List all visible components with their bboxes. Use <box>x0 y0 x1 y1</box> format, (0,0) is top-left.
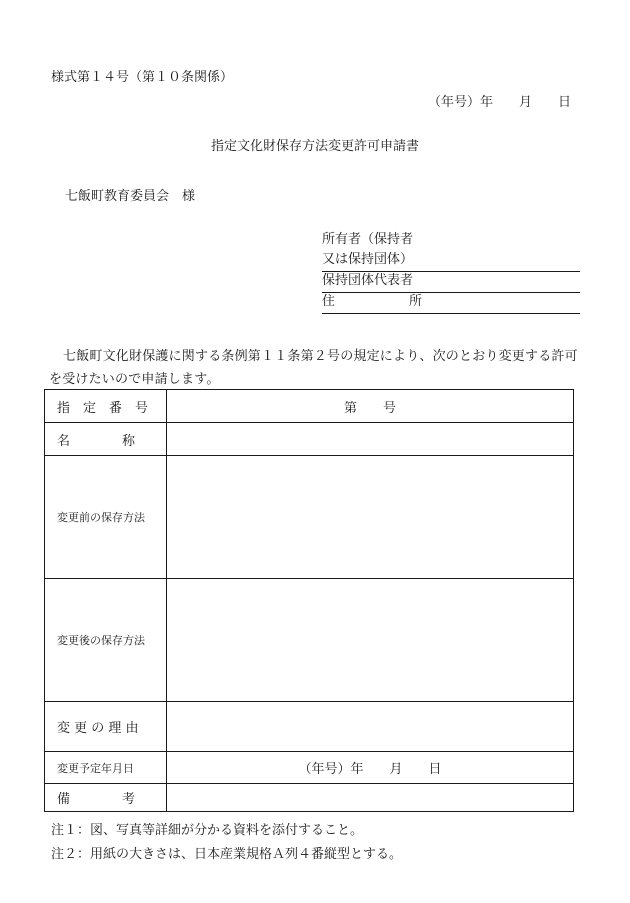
preservation-before-field[interactable] <box>167 456 574 579</box>
designation-number-label: 指 定 番 号 <box>45 390 167 423</box>
table-row <box>45 423 574 456</box>
document-title: 指定文化財保存方法変更許可申請書 <box>210 139 419 154</box>
scheduled-date-label: 変更予定年月日 <box>45 752 167 784</box>
preservation-after-label: 変更後の保存方法 <box>45 579 167 702</box>
preservation-before-label: 変更前の保存方法 <box>45 456 167 579</box>
note-2: 注２：用紙の大きさは、日本産業規格Ａ列４番縦型とする。 <box>51 847 403 862</box>
address-label-part1: 住 <box>322 294 336 309</box>
name-field[interactable] <box>167 423 574 456</box>
representative-field[interactable]: 保持団体代表者 <box>322 272 580 293</box>
addressee: 七飯町教育委員会 様 <box>65 189 196 204</box>
owner-field[interactable]: 又は保持団体） <box>322 251 580 272</box>
table-row <box>45 390 574 423</box>
table-row <box>45 752 574 784</box>
designation-number-field[interactable]: 第 号 <box>167 390 574 423</box>
name-label: 名 称 <box>45 423 167 456</box>
owner-label-line1: 所有者（保持者 <box>322 232 414 247</box>
preservation-after-field[interactable] <box>167 579 574 702</box>
remarks-field[interactable] <box>167 784 574 812</box>
change-reason-field[interactable] <box>167 702 574 752</box>
table-row <box>45 702 574 752</box>
address-field[interactable] <box>322 293 580 314</box>
applicant-block <box>322 231 580 314</box>
table-row <box>45 784 574 812</box>
table-row <box>45 456 574 579</box>
notes <box>51 819 402 867</box>
change-reason-label: 変 更 の 理 由 <box>45 702 167 752</box>
address-label-part2: 所 <box>409 294 423 309</box>
table-row <box>45 579 574 702</box>
application-table <box>44 389 574 812</box>
scheduled-date-field[interactable]: （年号）年 月 日 <box>167 752 574 784</box>
request-statement: 七飯町文化財保護に関する条例第１１条第２号の規定により、次のとおり変更する許可を受けたいので申請します。 <box>49 349 578 387</box>
form-number: 様式第１４号（第１０条関係） <box>51 70 234 85</box>
remarks-label: 備 考 <box>45 784 167 812</box>
application-date: （年号）年 月 日 <box>428 95 572 110</box>
note-1: 注１：図、写真等詳細が分かる資料を添付すること。 <box>51 823 364 838</box>
